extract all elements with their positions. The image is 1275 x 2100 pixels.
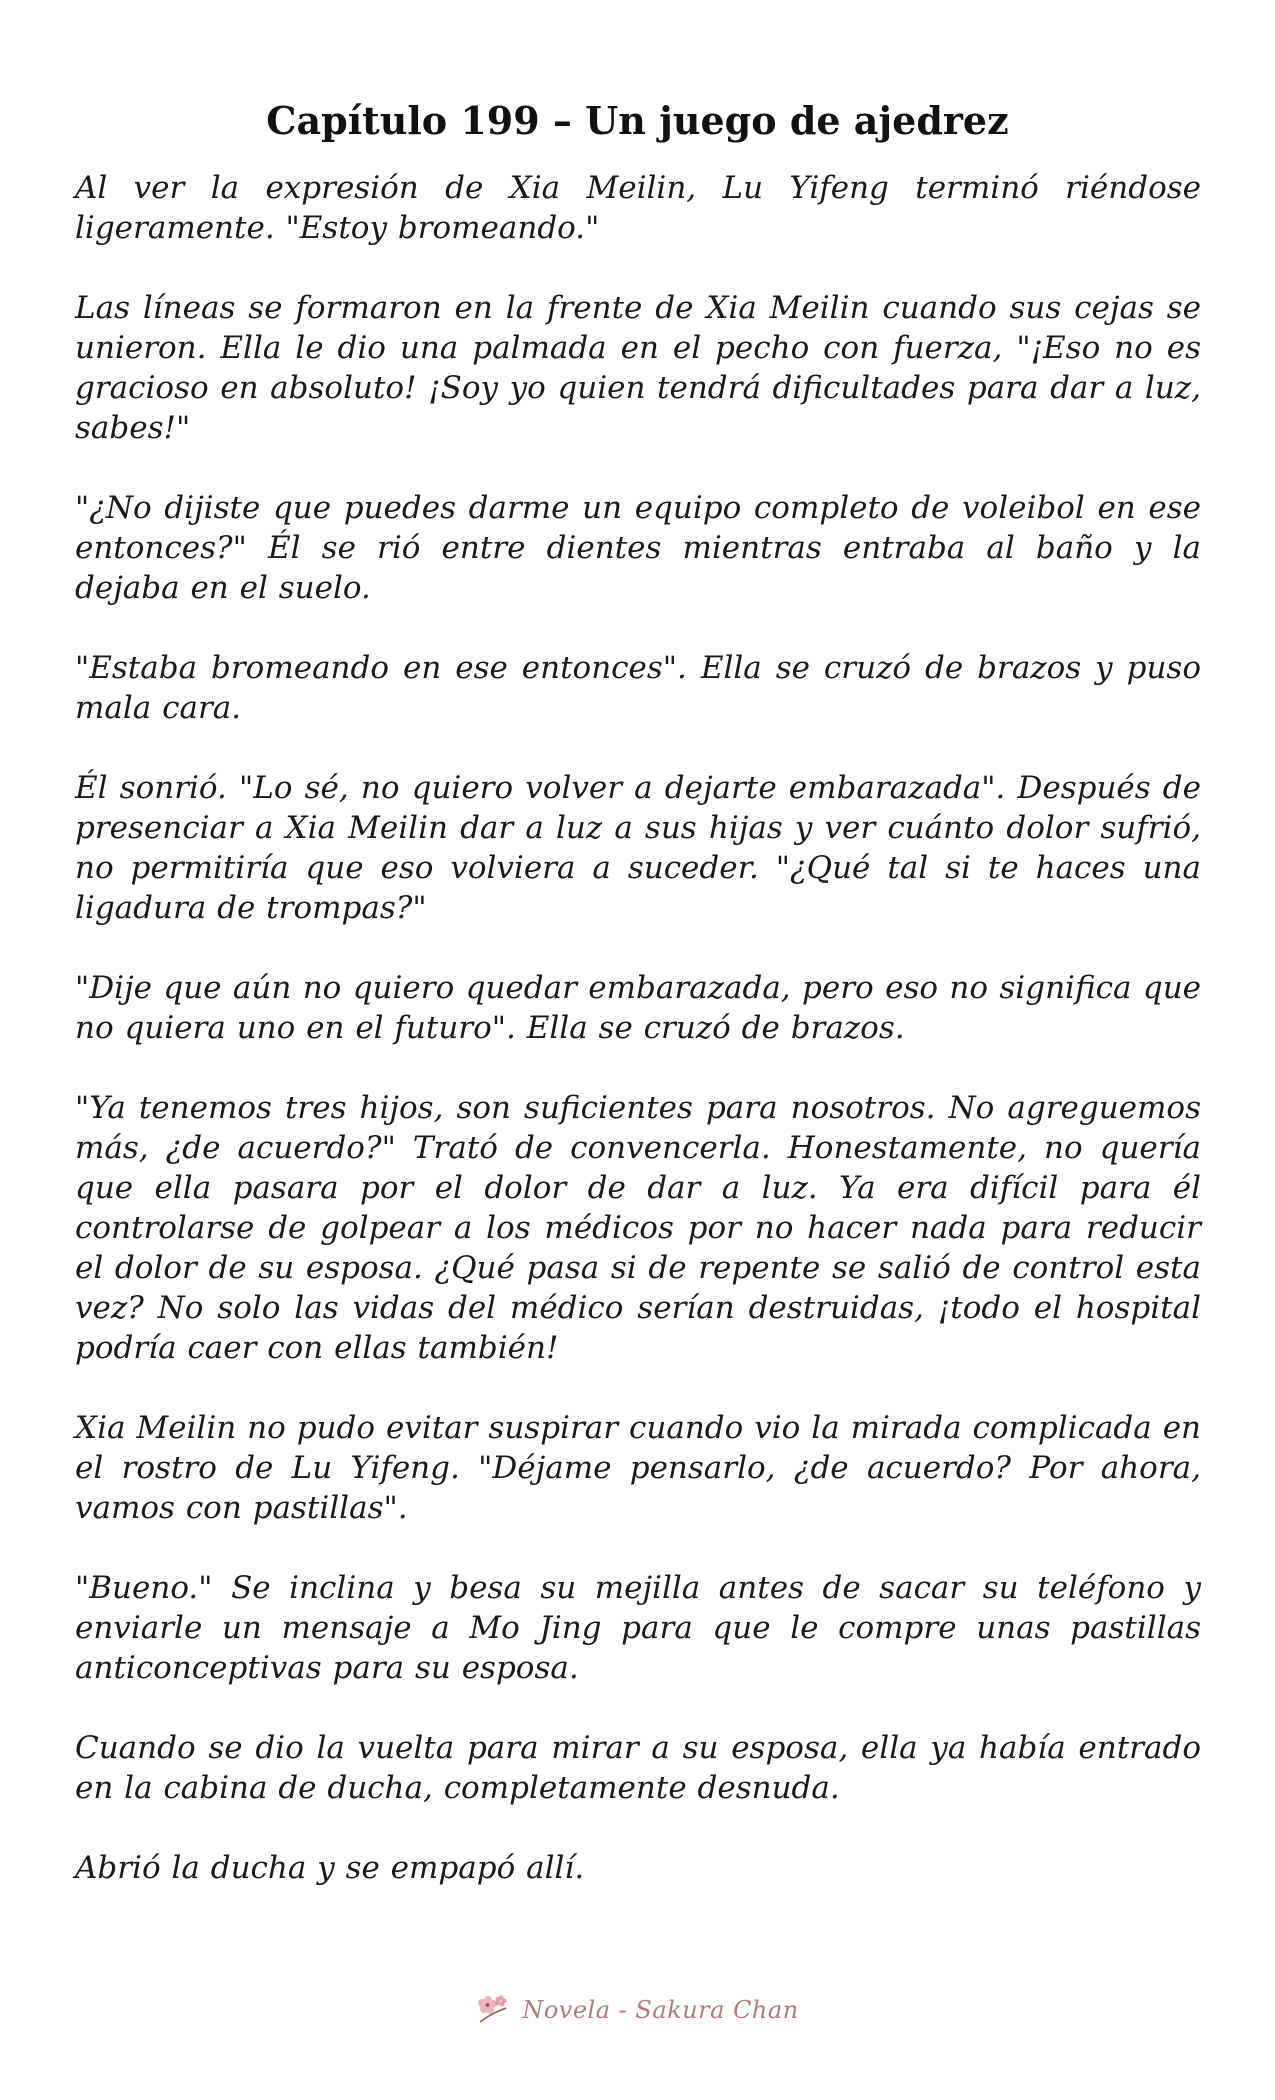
chapter-body	[75, 168, 1201, 1928]
paragraph-8: Xia Meilin no pudo evitar suspirar cuando vio la mirada complicada en el rostro de Lu Yifeng. "Déjame pensarlo, ¿de acuerdo? Por ahora, vamos con pastillas".	[75, 1410, 1201, 1526]
paragraph-6: "Dije que aún no quiero quedar embarazada, pero eso no significa que no quiera uno en el futuro". Ella se cruzó de brazos.	[75, 970, 1201, 1046]
chapter-title: Capítulo 199 – Un juego de ajedrez	[266, 98, 1009, 144]
paragraph-2: Las líneas se formaron en la frente de Xia Meilin cuando sus cejas se unieron. Ella le dio una palmada en el pecho con fuerza, "¡Eso no es gracioso en absoluto! ¡Soy yo quien tendrá dificultades para dar a luz, sabes!"	[75, 290, 1201, 446]
footer-text: Novela - Sakura Chan	[522, 1996, 799, 2024]
paragraph-4: "Estaba bromeando en ese entonces". Ella se cruzó de brazos y puso mala cara.	[75, 650, 1201, 726]
paragraph-11: Abrió la ducha y se empapó allí.	[75, 1850, 585, 1886]
paragraph-10: Cuando se dio la vuelta para mirar a su esposa, ella ya había entrado en la cabina de ducha, completamente desnuda.	[75, 1730, 1201, 1806]
paragraph-3: "¿No dijiste que puedes darme un equipo completo de voleibol en ese entonces?" Él se rió entre dientes mientras entraba al baño y la dejaba en el suelo.	[75, 490, 1201, 606]
paragraph-7: "Ya tenemos tres hijos, son suficientes para nosotros. No agreguemos más, ¿de acuerdo?" Trató de convencerla. Honestamente, no quería que ella pasara por el dolor de dar a luz. Ya era difícil para él controlarse de golpear a los médicos por no hacer nada para reducir el dolor de su esposa. ¿Qué pasa si de repente se salió de control esta vez? No solo las vidas del médico serían destruidas, ¡todo el hospital podría caer con ellas también!	[75, 1090, 1201, 1366]
paragraph-9: "Bueno." Se inclina y besa su mejilla antes de sacar su teléfono y enviarle un mensaje a Mo Jing para que le compre unas pastillas anticonceptivas para su esposa.	[75, 1570, 1201, 1686]
paragraph-1: Al ver la expresión de Xia Meilin, Lu Yifeng terminó riéndose ligeramente. "Estoy bromeando."	[75, 170, 1201, 246]
paragraph-5: Él sonrió. "Lo sé, no quiero volver a dejarte embarazada". Después de presenciar a Xia Meilin dar a luz a sus hijas y ver cuánto dolor sufrió, no permitiría que eso volviera a suceder. "¿Qué tal si te haces una ligadura de trompas?"	[75, 770, 1201, 926]
cherry-blossom-icon	[476, 1992, 512, 2028]
footer-brand	[476, 1992, 798, 2028]
footer-watermark	[0, 1985, 1275, 2035]
